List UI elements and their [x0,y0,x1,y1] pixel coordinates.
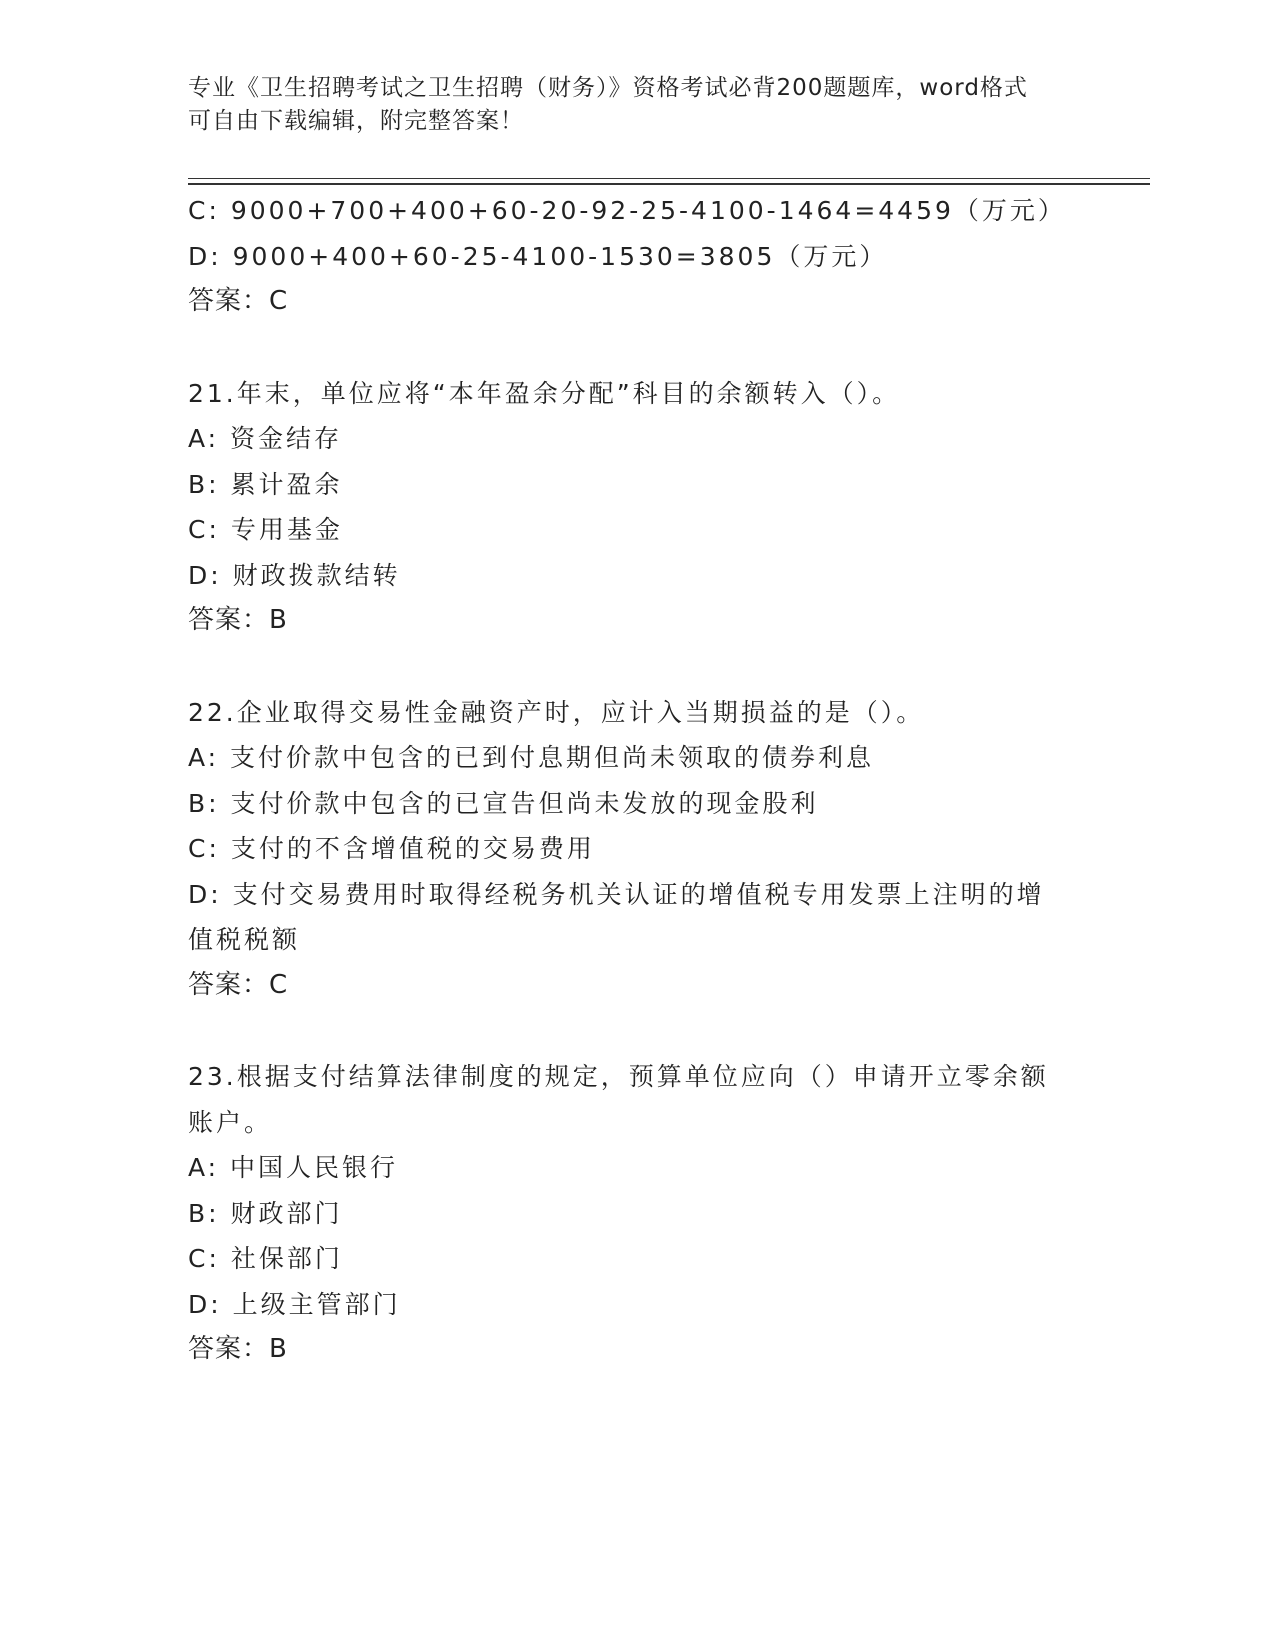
document-header [188,72,1088,138]
answer: 答案：C [188,969,289,1000]
header-title-line-1: 专业《卫生招聘考试之卫生招聘（财务）》资格考试必背200题题库，word格式 [188,75,1028,101]
header-title-line-2: 可自由下载编辑，附完整答案！ [188,108,524,134]
option-d: D: 财政拨款结转 [188,560,401,590]
spacer [188,644,1088,690]
question-stem: 21.年末，单位应将“本年盈余分配”科目的余额转入（）。 [188,378,901,408]
option-b: B: 支付价款中包含的已宣告但尚未发放的现金股利 [188,788,819,818]
option-c: C: 支付的不含增值税的交易费用 [188,834,595,863]
question-block-23 [188,1054,1088,1373]
header-divider-thin [188,178,1150,179]
option-c: C: 社保部门 [188,1244,343,1273]
option-d-line-1: D: 支付交易费用时取得经税务机关认证的增值税专用发票上注明的增 [188,879,1045,909]
header-divider-thick [188,183,1150,185]
spacer [188,325,1088,371]
option-b: B: 累计盈余 [188,469,343,499]
question-block-22 [188,690,1088,1009]
answer: 答案：C [188,286,289,316]
question-list [188,188,1088,1373]
option-a: A: 资金结存 [188,424,343,453]
option-b: B: 财政部门 [188,1198,343,1228]
question-stem-line-2: 账户。 [188,1107,273,1137]
question-block-21 [188,371,1088,644]
answer: 答案：B [188,605,288,635]
question-block-previous [188,188,1088,325]
question-stem-line-1: 23.根据支付结算法律制度的规定，预算单位应向（）申请开立零余额 [188,1062,1049,1091]
option-a: A: 中国人民银行 [188,1153,399,1182]
option-a: A: 支付价款中包含的已到付息期但尚未领取的债券利息 [188,743,875,772]
answer: 答案：B [188,1334,288,1364]
option-c: C: 9000+700+400+60-20-92-25-4100-1464=4459（万元） [188,196,1066,225]
spacer [188,1008,1088,1054]
question-stem: 22.企业取得交易性金融资产时，应计入当期损益的是（）。 [188,697,925,727]
option-c: C: 专用基金 [188,515,343,544]
option-d-line-2: 值税税额 [188,925,301,954]
option-d: D: 9000+400+60-25-4100-1530=3805（万元） [188,241,888,271]
option-d: D: 上级主管部门 [188,1289,401,1319]
